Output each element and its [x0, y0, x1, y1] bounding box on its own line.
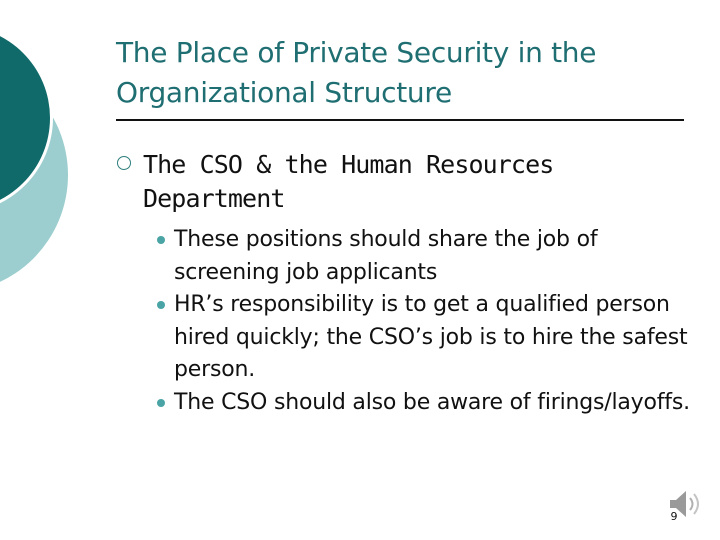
slide-title: The Place of Private Security in the Organizational Structure [116, 36, 597, 109]
subpoint-item [174, 387, 694, 420]
subpoint-item [174, 224, 694, 289]
subpoint-text: HR’s responsibility is to get a qualified person hired quickly; the CSO’s job is to hire the safest person. [174, 292, 688, 382]
decorative-circles-icon [0, 0, 120, 300]
hollow-circle-bullet-icon [117, 156, 131, 170]
filled-circle-bullet-icon [157, 236, 165, 244]
subpoint-text: The CSO should also be aware of firings/layoffs. [174, 389, 690, 415]
filled-circle-bullet-icon [157, 301, 165, 309]
main-bullet-text: The CSO & the Human Resources Department [143, 150, 554, 213]
subpoint-list [174, 224, 694, 419]
subpoint-text: These positions should share the job of screening job applicants [174, 227, 598, 285]
title-divider [116, 119, 684, 121]
subpoint-item [174, 289, 694, 387]
filled-circle-bullet-icon [157, 399, 165, 407]
page-number: 9 [670, 510, 678, 523]
